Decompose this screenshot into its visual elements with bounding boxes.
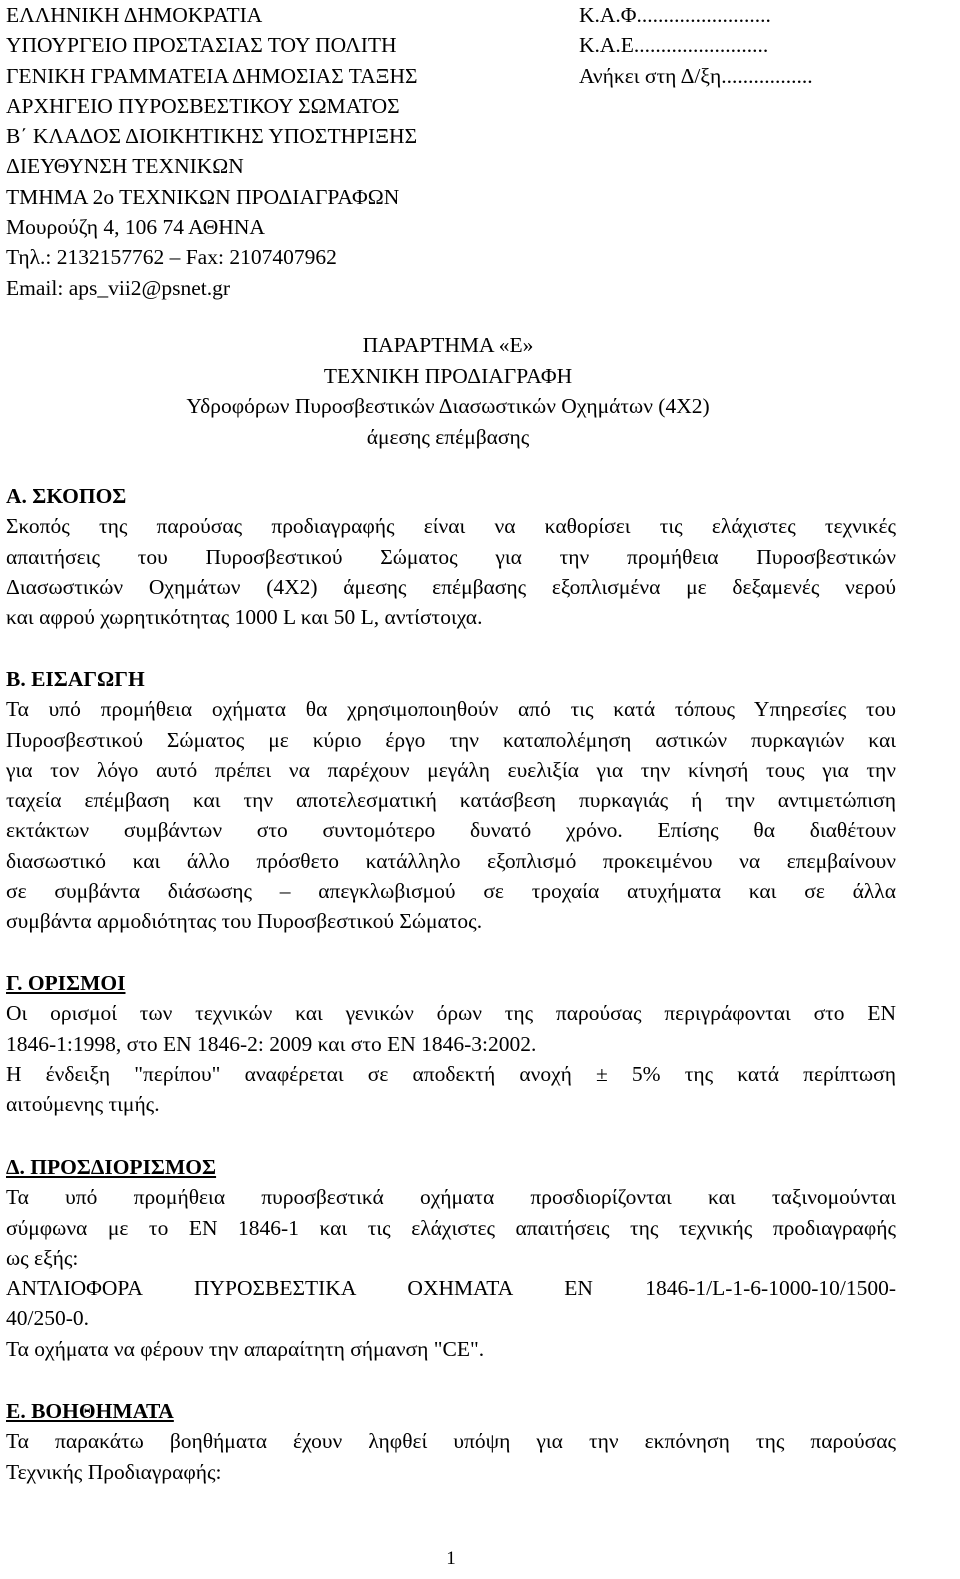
classification-line: 40/250-0. [6,1306,90,1331]
kae-line: Κ.Α.Ε......................... [579,33,769,58]
paragraph-line: αιτούμενης τιμής. [6,1092,160,1117]
paragraph-line: Τα οχήματα να φέρουν την απαραίτητη σήμανση "CE". [6,1336,485,1361]
ministry-line: ΥΠΟΥΡΓΕΙΟ ΠΡΟΣΤΑΣΙΑΣ ΤΟΥ ΠΟΛΙΤΗ [6,33,397,58]
address-line: Μουρούζη 4, 106 74 ΑΘΗΝΑ [6,215,265,240]
directorate-line: ΔΙΕΥΘΥΝΣΗ ΤΕΧΝΙΚΩΝ [6,154,244,179]
spec-label: ΤΕΧΝΙΚΗ ΠΡΟΔΙΑΓΡΑΦΗ [323,363,573,388]
section-introduction [6,664,896,937]
department-line: ΤΜΗΜΑ 2ο ΤΕΧΝΙΚΩΝ ΠΡΟΔΙΑΓΡΑΦΩΝ [6,184,400,209]
section-heading: Β. ΕΙΣΑΓΩΓΗ [6,667,145,691]
sender-block [6,0,606,303]
country-line: ΕΛΛΗΝΙΚΗ ΔΗΜΟΚΡΑΤΙΑ [6,3,263,27]
paragraph-line: Τα παρακάτω βοηθήματα έχουν ληφθεί υπόψη για την εκπόνηση της παρούσας [6,1429,896,1454]
paragraph-line: σε συμβάντα διάσωσης – απεγκλωβισμού σε τροχαία ατυχήματα και σε άλλα [6,879,896,904]
secretariat-line: ΓΕΝΙΚΗ ΓΡΑΜΜΑΤΕΙΑ ΔΗΜΟΣΙΑΣ ΤΑΞΗΣ [6,63,418,88]
paragraph-line: Τεχνικής Προδιαγραφής: [6,1459,222,1484]
paragraph-line: και αφρού χωρητικότητας 1000 L και 50 L, αντίστοιχα. [6,605,483,630]
paragraph-line: απαιτήσεις του Πυροσβεστικού Σώματος για την προμήθεια Πυροσβεστικών [6,544,896,569]
section-determination [6,1152,896,1364]
section-references [6,1396,896,1487]
section-heading: Γ. ΟΡΙΣΜΟΙ [6,971,126,995]
kaf-line: Κ.Α.Φ......................... [579,3,771,27]
paragraph-line: συμβάντα αρμοδιότητας του Πυροσβεστικού Σώματος. [6,909,483,934]
headquarters-line: ΑΡΧΗΓΕΙΟ ΠΥΡΟΣΒΕΣΤΙΚΟΥ ΣΩΜΑΤΟΣ [6,93,400,118]
paragraph-line: Σκοπός της παρούσας προδιαγραφής είναι να καθορίσει τις ελάχιστες τεχνικές [6,514,896,539]
paragraph-line: Τα υπό προμήθεια οχήματα θα χρησιμοποιηθούν από τις κατά τόπους Υπηρεσίες του [6,697,896,722]
paragraph-line: Οι ορισμοί των τεχνικών και γενικών όρων της παρούσας περιγράφονται στο ΕΝ [6,1001,896,1026]
paragraph-line: Τα υπό προμήθεια πυροσβεστικά οχήματα προσδιορίζονται και ταξινομούνται [6,1185,896,1210]
paragraph-line: για τον λόγο αυτό πρέπει να παρέχουν μεγάλη ευελιξία για την κίνησή τους για την [6,757,896,782]
section-definitions [6,968,896,1119]
email-line: Email: aps_vii2@psnet.gr [6,275,231,300]
paragraph-line: ως εξής: [6,1245,79,1270]
vehicle-subtitle: άμεσης επέμβασης [366,424,530,449]
paragraph-line: σύμφωνα με το ΕΝ 1846-1 και τις ελάχιστες απαιτήσεις της τεχνικής προδιαγραφής [6,1215,896,1240]
document-title [0,330,896,452]
paragraph-line: εκτάκτων συμβάντων στο συντομότερο δυνατό χρόνο. Επίσης θα διαθέτουν [6,818,896,843]
paragraph-line: Πυροσβεστικού Σώματος με κύριο έργο την καταπολέμηση αστικών πυρκαγιών και [6,727,896,752]
section-heading: Δ. ΠΡΟΣΔΙΟΡΙΣΜΟΣ [6,1155,217,1179]
vehicle-title: Υδροφόρων Πυροσβεστικών Διασωστικών Οχημάτων (4Χ2) [186,394,710,418]
phone-fax-line: Τηλ.: 2132157762 – Fax: 2107407962 [6,245,337,270]
section-heading: Α. ΣΚΟΠΟΣ [6,484,127,508]
paragraph-line: Η ένδειξη "περίπου" αναφέρεται σε αποδεκτή ανοχή ± 5% της κατά περίπτωση [6,1061,896,1086]
page-number: 1 [446,1548,456,1569]
decision-line: Ανήκει στη Δ/ξη................. [579,63,813,88]
section-purpose [6,481,896,632]
paragraph-line: διασωστικό και άλλο πρόσθετο κατάλληλο εξοπλισμό προκειμένου να επεμβαίνουν [6,848,896,873]
paragraph-line: ταχεία επέμβαση και την αποτελεσματική κατάσβεση πυρκαγιάς ή την αντιμετώπιση [6,788,896,813]
section-heading: Ε. ΒΟΗΘΗΜΑΤΑ [6,1399,174,1423]
paragraph-line: Διασωστικών Οχημάτων (4Χ2) άμεσης επέμβασης εξοπλισμένα με δεξαμενές νερού [6,574,896,599]
annex-label: ΠΑΡΑΡΤΗΜΑ «Ε» [362,333,534,357]
reference-block [579,0,813,91]
classification-line: ΑΝΤΛΙΟΦΟΡΑ ΠΥΡΟΣΒΕΣΤΙΚΑ ΟΧΗΜΑΤΑ ΕΝ 1846-1/L-1-6-1000-10/1500- [6,1276,896,1301]
paragraph-line: 1846-1:1998, στο ΕΝ 1846-2: 2009 και στο ΕΝ 1846-3:2002. [6,1031,537,1056]
branch-line: Β΄ ΚΛΑΔΟΣ ΔΙΟΙΚΗΤΙΚΗΣ ΥΠΟΣΤΗΡΙΞΗΣ [6,124,418,149]
